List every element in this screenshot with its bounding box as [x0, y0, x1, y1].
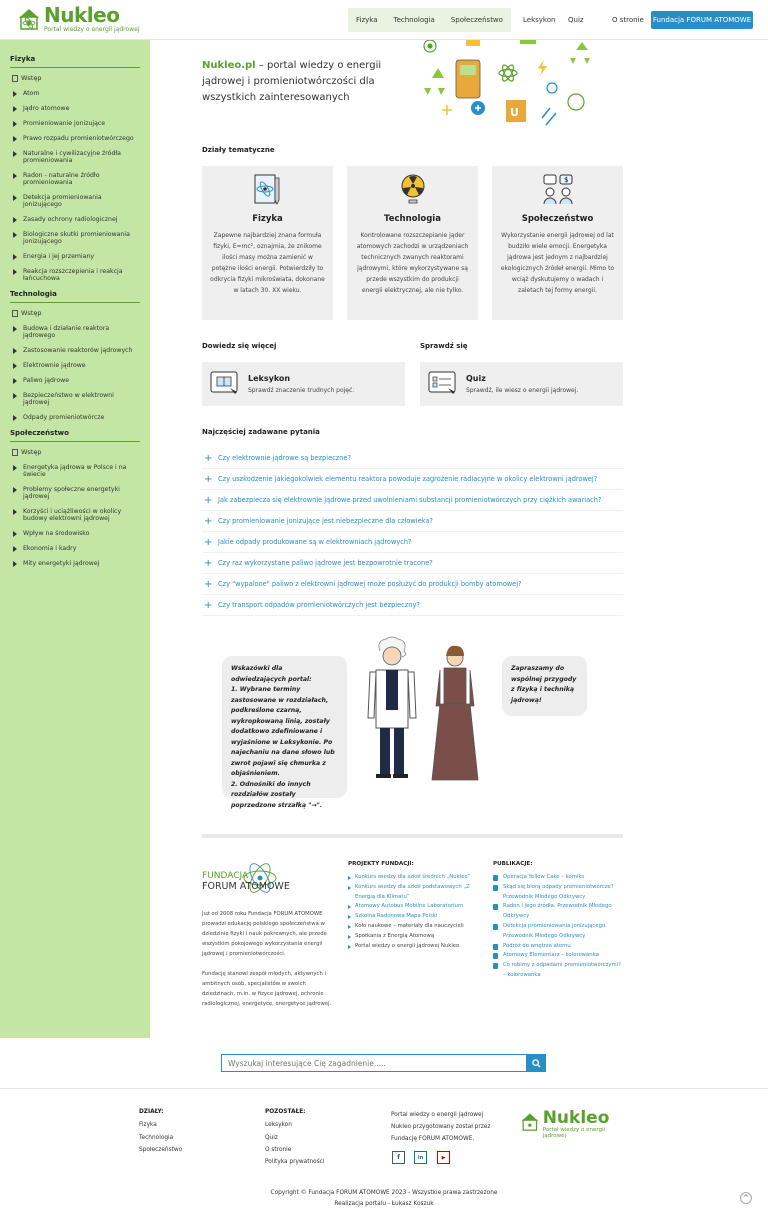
nav-technologia[interactable]: Technologia	[393, 16, 435, 24]
caret-right-icon	[13, 487, 17, 493]
caret-right-icon	[13, 348, 17, 354]
sidebar-item[interactable]	[12, 120, 140, 127]
publication-label: Co robimy z odpadami promieniotwórczymi? – kolorowanka	[503, 962, 621, 978]
sidebar-item-label: Zasady ochrony radiologicznej	[23, 216, 118, 223]
sidebar-item-label: Mity energetyki jądrowej	[23, 560, 100, 567]
caret-right-icon	[348, 905, 351, 909]
sidebar-item[interactable]	[12, 530, 140, 537]
sidebar-item[interactable]	[12, 135, 140, 142]
quiz-title: Quiz	[466, 374, 486, 383]
sidebar-item-label: Energetyka jądrowa w Polsce i na świecie	[23, 464, 127, 478]
sidebar-intro-technologia[interactable]	[12, 309, 140, 317]
logo-name: Nukleo	[44, 3, 120, 27]
people-discussion-icon	[541, 172, 575, 206]
category-title: Technologia	[384, 214, 441, 224]
project-label: Konkurs wiedzy dla szkół podstawowych „Z Energią dla Klimatu”	[355, 883, 470, 900]
section-heading-dzialy: Działy tematyczne	[202, 146, 275, 154]
caret-right-icon	[13, 151, 17, 157]
caret-right-icon	[13, 363, 17, 369]
sidebar-item-label: Elektrownie jądrowe	[23, 362, 86, 369]
sidebar-item[interactable]	[12, 268, 140, 282]
project-item[interactable]	[348, 873, 476, 883]
caret-right-icon	[13, 509, 17, 515]
footer-link-leksykon[interactable]: Leksykon	[265, 1122, 292, 1128]
invite-bubble	[502, 656, 587, 716]
foundation-logo-line2: FORUM ATOMOWE	[202, 881, 290, 892]
lexicon-title: Leksykon	[248, 374, 291, 383]
caret-right-icon	[13, 136, 17, 142]
sidebar-item-label: Budowa i działanie reaktora jądrowego	[23, 325, 110, 339]
section-heading-sprawdz: Sprawdź się	[420, 342, 468, 350]
foundation-para-1: Już od 2008 roku Fundacja FORUM ATOMOWE prowadzi edukację polskiego społeczeństwa w dziedzinie fizyki i nauk pokrewnych, ale przede wszystkim pokojowego wykorzystania energii jądrowej i promieniotwórczości.	[202, 911, 327, 957]
project-label: Konkurs wiedzy dla szkół średnich „Nukleo”	[355, 874, 471, 880]
caret-right-icon	[13, 393, 17, 399]
sidebar-item-label: Jądro atomowe	[23, 105, 70, 112]
footer-link-quiz[interactable]: Quiz	[265, 1135, 278, 1141]
plus-icon: +	[204, 578, 213, 590]
tips-text: Wskazówki dla odwiedzających portal: 1. Wybrane terminy zastosowane w rozdziałach, podkreślone czarną, wykropkowaną linią, zostały dodatkowo zdefiniowane i wyjaśnione w Leksykonie. Po najechaniu na dane słowo lub zwrot pojawi się chmurka z objaśnieniem. 2. Odnośniki do innych rozdziałów zostały poprzedzone strzałką "→".	[231, 665, 335, 809]
quiz-checklist-icon	[428, 370, 458, 398]
sidebar-item-label: Radon - naturalne źródło promieniowania	[23, 172, 100, 186]
publication-label: Podróż do wnętrza atomu	[503, 942, 571, 949]
caret-right-icon	[348, 925, 351, 929]
faq-question: Czy promieniowanie jonizujące jest niebezpieczne dla człowieka?	[218, 517, 433, 525]
footer-link-privacy[interactable]: Polityka prywatności	[265, 1159, 325, 1165]
footer-link-technologia[interactable]: Technologia	[139, 1135, 174, 1141]
sidebar-item-label: Reakcja rozszczepienia i reakcja łańcuchowa	[23, 268, 123, 282]
sidebar-section-technologia[interactable]: Technologia	[10, 290, 140, 303]
sidebar-item[interactable]	[12, 90, 140, 97]
caret-right-icon	[348, 945, 351, 949]
sidebar-item[interactable]	[12, 216, 140, 223]
sidebar	[0, 40, 150, 1038]
sidebar-item[interactable]	[12, 347, 140, 354]
sidebar-item-label: Promieniowanie jonizujące	[23, 120, 106, 127]
caret-right-icon	[13, 378, 17, 384]
site-header	[0, 0, 768, 40]
hero-illustration	[416, 40, 606, 128]
faq-question: Czy transport odpadów promieniotwórczych jest bezpieczny?	[218, 601, 420, 609]
project-label: Koło naukowe – materiały dla nauczycieli	[355, 922, 464, 929]
caret-right-icon	[348, 876, 351, 880]
scientists-illustration	[360, 636, 490, 786]
faq-question: Czy uszkodzenie jakiegokolwiek elementu reaktora powoduje zagrożenie radiacyjne w okolicy elektrowni jądrowej?	[218, 475, 598, 483]
faq-item[interactable]	[202, 574, 623, 595]
hero-text	[202, 58, 412, 106]
linkedin-icon[interactable]: in	[414, 1151, 427, 1164]
footer-dzialy-title: DZIAŁY:	[139, 1109, 164, 1115]
sidebar-item[interactable]	[12, 362, 140, 369]
sidebar-section-spoleczenstwo[interactable]: Społeczeństwo	[10, 429, 140, 442]
quiz-description: Sprawdź, ile wiesz o energii jądrowej.	[466, 387, 579, 394]
logo-tagline: Portal wiedzy o energii jądrowej	[44, 26, 140, 33]
project-label: Szkolna Radonowa Mapa Polski	[355, 913, 438, 920]
sidebar-item-label: Naturalne i cywilizacyjne źródła promieniowania	[23, 150, 121, 164]
sidebar-item[interactable]	[12, 253, 140, 260]
nav-o-stronie[interactable]: O stronie	[612, 16, 644, 24]
category-card-fizyka[interactable]	[202, 166, 333, 320]
book-icon	[493, 904, 498, 910]
sidebar-item[interactable]	[12, 231, 140, 245]
caret-right-icon	[13, 195, 17, 201]
project-item[interactable]	[348, 912, 476, 922]
lexicon-description: Sprawdź znaczenie trudnych pojęć.	[248, 387, 355, 394]
faq-item[interactable]	[202, 490, 623, 511]
sidebar-item-label: Energia i jej przemiany	[23, 253, 95, 260]
caret-right-icon	[13, 254, 17, 260]
project-label: Spotkania z Energią Atomową	[355, 932, 435, 939]
project-label: Atomowy Autobus Mobilne Laboratorium	[355, 903, 463, 910]
sidebar-item-label: Ekonomia i kadry	[23, 545, 77, 552]
sidebar-item-label: Zastosowanie reaktorów jądrowych	[23, 347, 133, 354]
publication-label: Operacja Yellow Cake – komiks	[503, 874, 585, 880]
footer-logo-name: Nukleo	[542, 1108, 610, 1128]
caret-right-icon	[13, 465, 17, 471]
publication-item[interactable]	[493, 942, 624, 952]
sidebar-intro-fizyka[interactable]	[12, 74, 140, 82]
caret-right-icon	[13, 91, 17, 97]
book-icon	[493, 924, 498, 930]
faq-question: Czy raz wykorzystane paliwo jądrowe jest bezpowrotnie tracone?	[218, 559, 433, 567]
book-icon	[493, 875, 498, 881]
forum-atomowe-logo	[202, 858, 297, 902]
document-icon	[12, 449, 18, 456]
chevron-up-icon: ^	[743, 1194, 749, 1202]
project-item[interactable]	[348, 883, 476, 903]
sidebar-item[interactable]	[12, 105, 140, 112]
foundation-para-2: Fundację stanowi zespół młodych, aktywnych i ambitnych osób, specjalistów w swoich dziedzinach, m.in. w fizyce jądrowej, ochronie radiologicznej, energetyce, energetyce jądrowej.	[202, 971, 332, 1007]
book-icon	[493, 953, 498, 959]
publication-label: Detekcja promieniowania jonizującego. Przewodnik Młodego Odkrywcy	[503, 922, 607, 939]
sidebar-section-fizyka[interactable]: Fizyka	[10, 55, 140, 68]
book-icon	[493, 885, 498, 891]
plus-icon: +	[204, 536, 213, 548]
caret-right-icon	[13, 106, 17, 112]
publication-item[interactable]	[493, 951, 624, 961]
caret-right-icon	[13, 121, 17, 127]
plus-icon: +	[204, 452, 213, 464]
plus-icon: +	[204, 473, 213, 485]
caret-right-icon	[348, 915, 351, 919]
faq-item[interactable]	[202, 532, 623, 553]
project-item	[348, 932, 476, 942]
sidebar-item-label: Problemy społeczne energetyki jądrowej	[23, 486, 120, 500]
faq-item[interactable]	[202, 595, 623, 616]
footer-other-title: POZOSTAŁE:	[265, 1109, 306, 1115]
lexicon-card[interactable]	[202, 362, 405, 406]
faq-question: Czy elektrownie jądrowe są bezpieczne?	[218, 454, 351, 462]
sidebar-item-label: Prawo rozpadu promieniotwórczego	[23, 135, 134, 142]
sidebar-item-label: Bezpieczeństwo w elektrowni jądrowej	[23, 392, 114, 406]
category-title: Fizyka	[252, 214, 283, 224]
site-logo[interactable]	[16, 5, 139, 35]
caret-right-icon	[348, 935, 351, 939]
category-title: Społeczeństwo	[521, 214, 594, 224]
faq-item[interactable]	[202, 553, 623, 574]
document-icon	[12, 75, 18, 82]
copyright-text: Copyright © Fundacja FORUM ATOMOWE 2023 - Wszystkie prawa zastrzeżone	[270, 1190, 498, 1196]
footer-about: Portal wiedzy o energii jądrowej Nukleo przygotowany został przez Fundację FORUM ATOMOWE.	[391, 1112, 491, 1142]
category-card-spoleczenstwo[interactable]	[492, 166, 623, 320]
projects-list	[348, 873, 476, 951]
plus-icon: +	[204, 494, 213, 506]
caret-right-icon	[13, 232, 17, 238]
foundation-description	[202, 909, 332, 1019]
section-heading-faq: Najczęściej zadawane pytania	[202, 428, 320, 436]
category-description: Kontrolowane rozszczepianie jąder atomowych zachodzi w urządzeniach technicznych zwanych reaktorami jądrowymi, które wykorzystywane są przede wszystkim do produkcji energii elektrycznej, ale nie tylko.	[356, 232, 469, 294]
project-item[interactable]	[348, 902, 476, 912]
invite-text: Zapraszamy do wspólnej przygody z fizyką i techniką jądrową!	[511, 665, 577, 704]
document-icon	[12, 310, 18, 317]
credit-text: Realizacja portalu - Łukasz Koszuk	[334, 1201, 434, 1207]
sidebar-item[interactable]	[12, 377, 140, 384]
project-label: Portal wiedzy o energii jądrowej Nukleo	[355, 942, 460, 949]
publication-label: Skąd się biorą odpady promieniotwórcze? Przewodnik Młodego Odkrywcy	[503, 883, 614, 900]
svg-text:$: $	[563, 176, 568, 184]
category-card-technologia[interactable]	[347, 166, 478, 320]
publication-item[interactable]	[493, 961, 624, 981]
sidebar-item-label: Atom	[23, 90, 40, 97]
caret-right-icon	[348, 886, 351, 890]
physics-icon	[251, 172, 285, 206]
foundation-logo-line1: FUNDACJA	[202, 871, 249, 881]
publications-list	[493, 873, 624, 981]
caret-right-icon	[13, 269, 17, 275]
main-nav	[348, 8, 511, 32]
nukleo-logo-icon	[519, 1110, 541, 1132]
sidebar-item-label: Detekcja promieniowania jonizującego	[23, 194, 102, 208]
hero-description: – portal wiedzy o energii jądrowej i promieniotwórczości dla wszystkich zainteresowanych	[202, 60, 382, 103]
nav-leksykon[interactable]: Leksykon	[523, 16, 556, 24]
sidebar-intro-spoleczenstwo[interactable]	[12, 448, 140, 456]
publication-item[interactable]	[493, 873, 624, 883]
search-icon	[532, 1059, 541, 1068]
footer-logo[interactable]	[519, 1110, 629, 1138]
sidebar-intro-label: Wstęp	[21, 448, 42, 456]
publication-label: Atomowy Elementarz – kolorowanka	[503, 952, 599, 959]
sidebar-item[interactable]	[12, 464, 140, 478]
sidebar-item[interactable]	[12, 545, 140, 552]
faq-item[interactable]	[202, 469, 623, 490]
sidebar-item-label: Odpady promieniotwórcze	[23, 414, 105, 421]
sidebar-item-label: Korzyści i uciążliwości w okolicy budowy elektrowni jądrowej	[23, 508, 122, 522]
caret-right-icon	[13, 546, 17, 552]
sidebar-item[interactable]	[12, 560, 140, 567]
sidebar-item[interactable]	[12, 414, 140, 421]
sidebar-item-label: Paliwo jądrowe	[23, 377, 69, 384]
footer-link-fizyka[interactable]: Fizyka	[139, 1122, 157, 1128]
sidebar-intro-label: Wstęp	[21, 309, 42, 317]
nuclear-plug-icon	[396, 172, 430, 206]
plus-icon: +	[204, 515, 213, 527]
sidebar-item[interactable]	[12, 172, 140, 186]
publication-item[interactable]	[493, 922, 624, 942]
section-heading-dowiedz: Dowiedz się więcej	[202, 342, 277, 350]
category-description: Wykorzystanie energii jądrowej od lat budziło wiele emocji. Energetyka jądrowa jest jednym z najbardziej ekologicznych źródeł energii. Mimo to wciąż dyskutujemy o wadach i zaletach tej formy energii.	[500, 232, 615, 294]
sidebar-item[interactable]	[12, 486, 140, 500]
project-item	[348, 942, 476, 952]
scroll-to-top-button[interactable]	[740, 1192, 752, 1204]
sidebar-item-label: Wpływ na środowisko	[23, 530, 90, 537]
book-icon	[493, 963, 498, 969]
sidebar-item[interactable]	[12, 325, 140, 339]
nav-fizyka[interactable]: Fizyka	[356, 16, 378, 24]
publications-title: PUBLIKACJE:	[493, 861, 533, 867]
book-lexicon-icon	[210, 370, 240, 398]
fundacja-button[interactable]: Fundacja FORUM ATOMOWE	[651, 11, 753, 29]
sidebar-item[interactable]	[12, 508, 140, 522]
faq-question: Jak zabezpiecza się elektrownie jądrowe przed uwolnieniami substancji promieniotwórczych przy ciężkich awariach?	[218, 496, 602, 504]
category-description: Zapewne najbardziej znana formuła fizyki, E=mc², oznajmia, że znikome ilości masy można zamienić w potężne ilości energii. Potwierdziły to odkrycia fizyki mikroświata, dokonane w latach 30. XX wieku.	[210, 232, 325, 294]
sidebar-item[interactable]	[12, 150, 140, 164]
search-button[interactable]	[527, 1054, 546, 1072]
footer-link-spoleczenstwo[interactable]: Społeczeństwo	[139, 1147, 183, 1153]
plus-icon: +	[204, 599, 213, 611]
faq-item[interactable]	[202, 448, 623, 469]
facebook-icon[interactable]: f	[392, 1151, 405, 1164]
hero-brand: Nukleo.pl	[202, 60, 256, 71]
caret-right-icon	[13, 531, 17, 537]
footer-link-o-stronie[interactable]: O stronie	[265, 1147, 292, 1153]
publication-item[interactable]	[493, 902, 624, 922]
search-input[interactable]	[221, 1054, 527, 1072]
book-icon	[493, 944, 498, 950]
youtube-icon[interactable]: ▶	[437, 1151, 450, 1164]
sidebar-item-label: Biologiczne skutki promieniowania jonizującego	[23, 231, 130, 245]
publication-item[interactable]	[493, 883, 624, 903]
footer-logo-tagline: Portal wiedzy o energii jądrowej	[542, 1127, 606, 1139]
faq-question: Jakie odpady produkowane są w elektrowniach jądrowych?	[218, 538, 412, 546]
quiz-card[interactable]	[420, 362, 623, 406]
caret-right-icon	[13, 415, 17, 421]
caret-right-icon	[13, 561, 17, 567]
nav-spoleczenstwo[interactable]: Społeczeństwo	[450, 16, 503, 24]
caret-right-icon	[13, 173, 17, 179]
nav-quiz[interactable]: Quiz	[568, 16, 584, 24]
faq-list	[202, 448, 623, 616]
nukleo-logo-icon	[16, 5, 42, 31]
project-item	[348, 922, 476, 932]
faq-item[interactable]	[202, 511, 623, 532]
sidebar-intro-label: Wstęp	[21, 74, 42, 82]
sidebar-item[interactable]	[12, 392, 140, 406]
publication-label: Radon i jego źródła. Przewodnik Młodego Odkrywcy	[503, 903, 612, 920]
svg-text:U: U	[510, 106, 519, 119]
caret-right-icon	[13, 326, 17, 332]
faq-question: Czy "wypalone" paliwo z elektrowni jądrowej może posłużyć do produkcji bomby atomowej?	[218, 580, 522, 588]
plus-icon: +	[204, 557, 213, 569]
projects-title: PROJEKTY FUNDACJI:	[348, 861, 414, 867]
tips-bubble	[222, 656, 347, 809]
caret-right-icon	[13, 217, 17, 223]
section-divider	[202, 834, 623, 838]
copyright	[0, 1188, 768, 1210]
sidebar-item[interactable]	[12, 194, 140, 208]
